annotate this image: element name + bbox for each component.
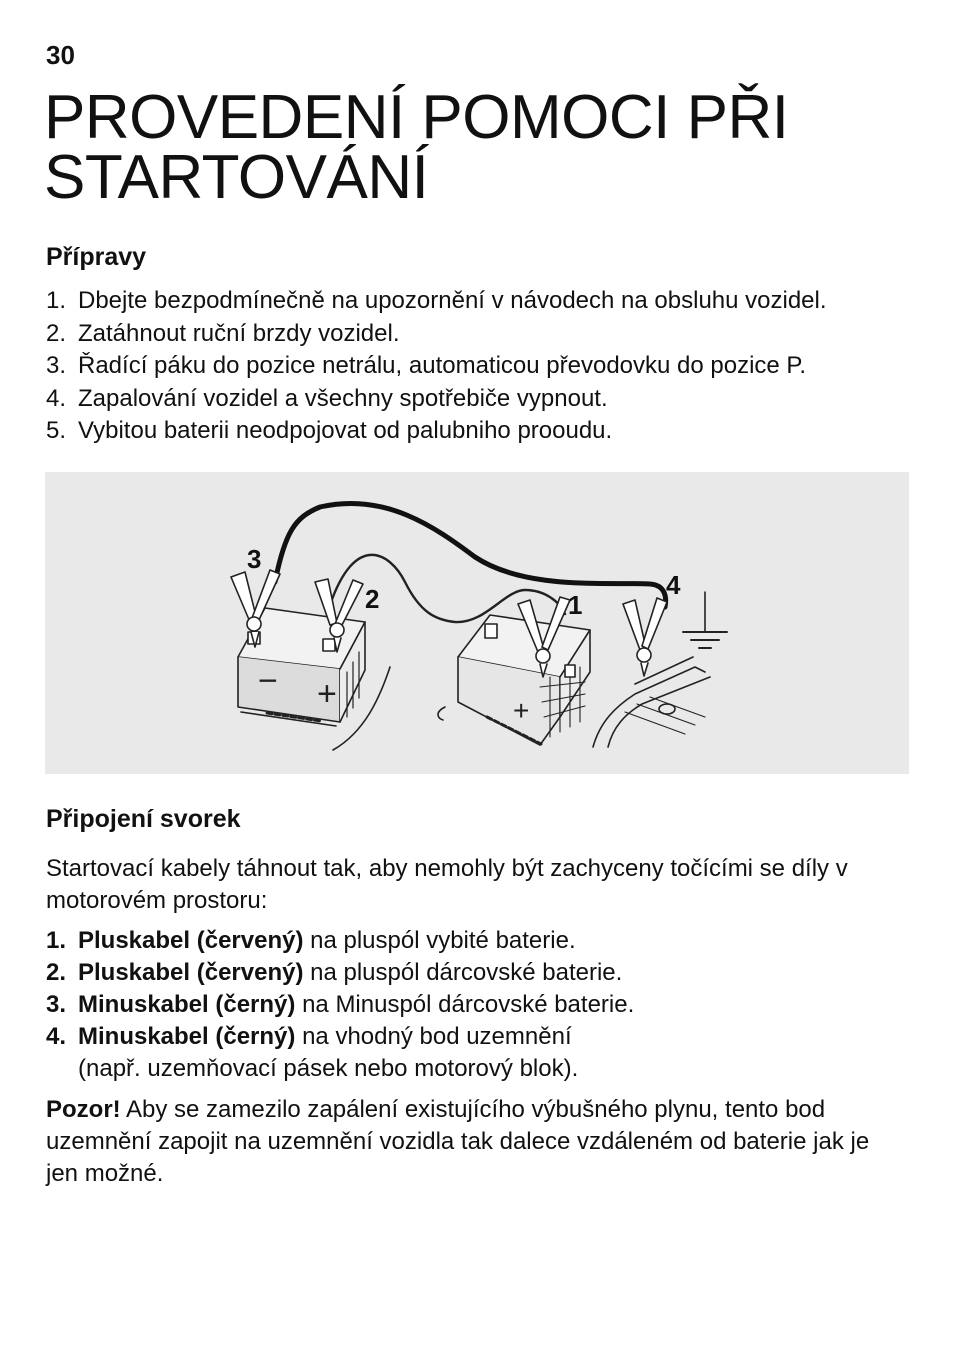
list-item-text: na pluspól dárcovské baterie.	[303, 959, 623, 986]
ground-symbol-icon	[683, 592, 727, 648]
list-item	[46, 285, 827, 318]
battery-plus-symbol: +	[317, 675, 337, 713]
list-item-subtext: (např. uzemňovací pásek nebo motorový blok).	[78, 1055, 579, 1082]
cable-label: Minuskabel (černý)	[78, 991, 296, 1018]
warning-paragraph	[46, 1094, 906, 1190]
list-item	[46, 318, 827, 351]
list-item	[46, 383, 827, 416]
connection-list	[46, 925, 634, 1085]
callout-2: 2	[365, 584, 380, 614]
minus-cable-icon	[275, 503, 666, 607]
jump-start-diagram	[45, 472, 909, 774]
list-item-number: 3.	[46, 352, 67, 379]
list-item-number: 1.	[46, 927, 67, 954]
list-item-text: Zatáhnout ruční brzdy vozidel.	[78, 319, 400, 347]
list-item-number: 1.	[46, 287, 67, 314]
list-item-text: na pluspól vybité baterie.	[303, 927, 576, 954]
preparation-heading: Přípravy	[46, 243, 147, 271]
list-item	[46, 350, 827, 383]
page-title-line-1: PROVEDENÍ POMOCI PŘI	[44, 83, 789, 152]
list-item	[46, 989, 634, 1021]
list-item	[46, 415, 827, 448]
page-title	[44, 83, 789, 212]
donor-plus-symbol: +	[513, 695, 530, 726]
page-title-line-2: STARTOVÁNÍ	[44, 143, 429, 212]
callout-1: 1	[568, 590, 583, 620]
connection-intro: Startovací kabely táhnout tak, aby nemohly být zachyceny točícími se díly v motorovém prostoru:	[46, 855, 848, 914]
clamp-4-icon	[623, 598, 667, 676]
page-number: 30	[46, 40, 75, 70]
list-item-number: 4.	[46, 1023, 67, 1050]
engine-block-icon	[593, 657, 710, 747]
list-item-text: Řadící páku do pozice netrálu, automaticou převodovku do pozice P.	[78, 352, 807, 379]
list-item-text: na vhodný bod uzemnění	[295, 1023, 572, 1050]
warning-label: Pozor!	[46, 1096, 121, 1123]
warning-text: Aby se zamezilo zapálení existujícího výbušného plynu, tento bod uzemnění zapojit na uzemnění vozidla tak dalece vzdáleném od baterie jak je jen možné.	[46, 1096, 870, 1187]
preparation-list	[46, 285, 827, 448]
cable-label: Pluskabel (červený)	[78, 927, 304, 954]
callout-3: 3	[247, 544, 262, 574]
battery-minus-symbol: −	[258, 662, 278, 700]
list-item-number: 2.	[46, 319, 67, 347]
list-item-text: Vybitou baterii neodpojovat od palubniho prooudu.	[78, 417, 613, 444]
connection-heading: Připojení svorek	[46, 805, 241, 833]
list-item-number: 2.	[46, 959, 67, 986]
list-item-number: 5.	[46, 417, 67, 444]
list-item-text: Zapalování vozidel a všechny spotřebiče vypnout.	[78, 384, 608, 412]
list-item	[46, 1021, 634, 1085]
list-item-number: 4.	[46, 384, 67, 412]
jump-start-illustration	[45, 472, 909, 774]
callout-4: 4	[666, 570, 681, 600]
cable-label: Minuskabel (černý)	[78, 1023, 296, 1050]
list-item-text: na Minuspól dárcovské baterie.	[295, 991, 635, 1018]
list-item	[46, 957, 634, 989]
list-item-text: Dbejte bezpodmínečně na upozornění v návodech na obsluhu vozidel.	[78, 287, 827, 314]
cable-label: Pluskabel (červený)	[78, 959, 304, 986]
list-item-number: 3.	[46, 991, 67, 1018]
list-item	[46, 925, 634, 957]
